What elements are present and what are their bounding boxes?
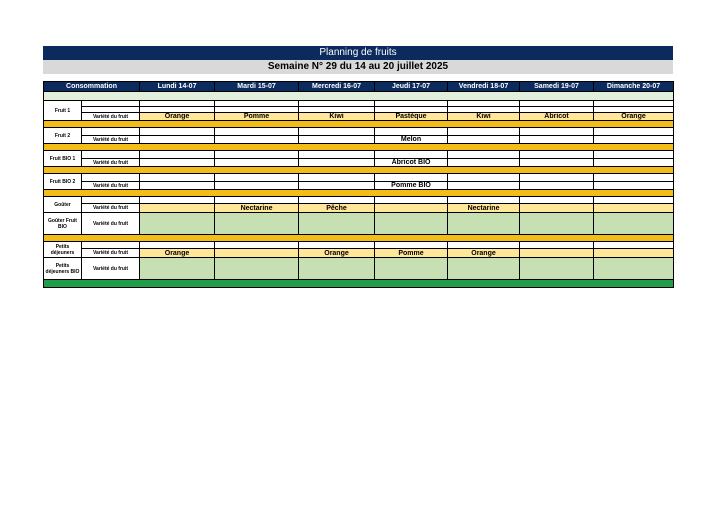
fruit-cell <box>594 136 674 144</box>
header-consommation: Consommation <box>44 82 140 92</box>
variety-row <box>44 249 674 258</box>
empty-cell <box>520 151 594 159</box>
empty-cell <box>215 174 299 182</box>
empty-cell <box>375 151 448 159</box>
header-day: Vendredi 18-07 <box>448 82 520 92</box>
fruit-cell <box>520 182 594 190</box>
spacer-row <box>44 197 674 204</box>
fruit-cell <box>520 258 594 280</box>
fruit-cell <box>299 136 375 144</box>
fruit-cell <box>140 136 215 144</box>
spacer-row <box>44 174 674 182</box>
header-row <box>44 82 674 92</box>
variety-label: Variété du fruit <box>82 159 140 167</box>
empty-cell <box>82 242 140 249</box>
empty-cell <box>299 151 375 159</box>
variety-label: Variété du fruit <box>82 182 140 190</box>
fruit-cell: Pomme BIO <box>375 182 448 190</box>
category-label: Fruit BIO 2 <box>44 174 82 190</box>
variety-label: Variété du fruit <box>82 204 140 213</box>
empty-cell <box>215 128 299 136</box>
fruit-cell <box>215 159 299 167</box>
fruit-cell <box>375 204 448 213</box>
fruit-cell <box>140 159 215 167</box>
empty-cell <box>140 242 215 249</box>
empty-cell <box>375 197 448 204</box>
fruit-cell: Kiwi <box>299 113 375 121</box>
empty-cell <box>520 242 594 249</box>
fruit-cell: Pomme <box>375 249 448 258</box>
category-label: Fruit 1 <box>44 101 82 121</box>
header-day: Mercredi 16-07 <box>299 82 375 92</box>
fruit-cell: Pêche <box>299 204 375 213</box>
fruit-cell <box>520 213 594 235</box>
variety-label: Variété du fruit <box>82 136 140 144</box>
fruit-cell: Pastèque <box>375 113 448 121</box>
fruit-cell <box>520 249 594 258</box>
empty-cell <box>594 174 674 182</box>
separator-row <box>44 190 674 197</box>
separator-row <box>44 92 674 101</box>
category-label: Fruit BIO 1 <box>44 151 82 167</box>
fruit-cell <box>448 159 520 167</box>
empty-cell <box>82 151 140 159</box>
category-label: Goûter <box>44 197 82 213</box>
fruit-cell: Orange <box>594 113 674 121</box>
empty-cell <box>375 242 448 249</box>
empty-cell <box>594 151 674 159</box>
fruit-cell <box>215 258 299 280</box>
empty-cell <box>375 128 448 136</box>
variety-label: Variété du fruit <box>82 258 140 280</box>
empty-cell <box>448 151 520 159</box>
empty-cell <box>215 197 299 204</box>
fruit-cell: Nectarine <box>215 204 299 213</box>
fruit-cell <box>448 182 520 190</box>
fruit-cell: Orange <box>448 249 520 258</box>
header-day: Dimanche 20-07 <box>594 82 674 92</box>
empty-cell <box>520 128 594 136</box>
fruit-cell <box>448 258 520 280</box>
empty-cell <box>375 174 448 182</box>
variety-row <box>44 213 674 235</box>
variety-row <box>44 258 674 280</box>
spacer-row <box>44 242 674 249</box>
empty-cell <box>140 174 215 182</box>
empty-cell <box>299 242 375 249</box>
fruit-cell <box>215 249 299 258</box>
spacer <box>43 74 673 81</box>
category-label: Petits déjeuners BIO <box>44 258 82 280</box>
fruit-cell <box>140 213 215 235</box>
variety-row <box>44 136 674 144</box>
fruit-cell <box>215 136 299 144</box>
empty-cell <box>448 197 520 204</box>
empty-cell <box>299 197 375 204</box>
footer-bar <box>44 280 674 288</box>
empty-cell <box>215 242 299 249</box>
fruit-planning-table <box>43 81 674 288</box>
fruit-cell <box>299 213 375 235</box>
fruit-cell <box>299 258 375 280</box>
fruit-cell <box>520 159 594 167</box>
fruit-cell: Abricot <box>520 113 594 121</box>
variety-row <box>44 159 674 167</box>
planning-sheet <box>43 46 673 288</box>
empty-cell <box>299 174 375 182</box>
fruit-cell <box>520 136 594 144</box>
header-day: Lundi 14-07 <box>140 82 215 92</box>
fruit-cell <box>520 204 594 213</box>
header-day: Jeudi 17-07 <box>375 82 448 92</box>
empty-cell <box>520 197 594 204</box>
empty-cell <box>448 128 520 136</box>
spacer-row <box>44 151 674 159</box>
week-subtitle: Semaine N° 29 du 14 au 20 juillet 2025 <box>43 60 673 74</box>
separator-row <box>44 167 674 174</box>
empty-cell <box>82 197 140 204</box>
empty-cell <box>594 128 674 136</box>
separator-row <box>44 235 674 242</box>
separator-row <box>44 144 674 151</box>
empty-cell <box>82 174 140 182</box>
header-day: Samedi 19-07 <box>520 82 594 92</box>
category-label: Fruit 2 <box>44 128 82 144</box>
fruit-cell <box>299 182 375 190</box>
fruit-cell: Orange <box>299 249 375 258</box>
empty-cell <box>82 128 140 136</box>
fruit-cell <box>594 258 674 280</box>
empty-cell <box>140 128 215 136</box>
fruit-cell: Orange <box>140 249 215 258</box>
fruit-cell: Abricot BIO <box>375 159 448 167</box>
fruit-cell <box>594 204 674 213</box>
empty-cell <box>448 242 520 249</box>
fruit-cell <box>215 182 299 190</box>
sheet-title: Planning de fruits <box>43 46 673 60</box>
variety-label: Variété du fruit <box>82 213 140 235</box>
fruit-cell: Kiwi <box>448 113 520 121</box>
empty-cell <box>594 197 674 204</box>
fruit-cell <box>375 258 448 280</box>
empty-cell <box>140 197 215 204</box>
empty-cell <box>448 174 520 182</box>
variety-label: Variété du fruit <box>82 113 140 121</box>
fruit-cell <box>140 182 215 190</box>
category-label: Petits déjeuners <box>44 242 82 258</box>
fruit-cell <box>448 213 520 235</box>
fruit-cell <box>215 213 299 235</box>
separator-row <box>44 121 674 128</box>
empty-cell <box>299 128 375 136</box>
empty-cell <box>140 151 215 159</box>
fruit-cell <box>375 213 448 235</box>
fruit-cell <box>299 159 375 167</box>
fruit-cell: Pomme <box>215 113 299 121</box>
category-label: Goûter Fruit BIO <box>44 213 82 235</box>
empty-cell <box>594 242 674 249</box>
empty-cell <box>215 151 299 159</box>
variety-row <box>44 182 674 190</box>
fruit-cell <box>594 182 674 190</box>
fruit-cell <box>594 213 674 235</box>
empty-cell <box>520 174 594 182</box>
fruit-cell <box>594 159 674 167</box>
fruit-cell <box>140 204 215 213</box>
header-day: Mardi 15-07 <box>215 82 299 92</box>
variety-row <box>44 204 674 213</box>
fruit-cell: Orange <box>140 113 215 121</box>
fruit-cell <box>140 258 215 280</box>
variety-row <box>44 113 674 121</box>
variety-label: Variété du fruit <box>82 249 140 258</box>
fruit-cell <box>448 136 520 144</box>
fruit-cell <box>594 249 674 258</box>
fruit-cell: Melon <box>375 136 448 144</box>
spacer-row <box>44 128 674 136</box>
fruit-cell: Nectarine <box>448 204 520 213</box>
